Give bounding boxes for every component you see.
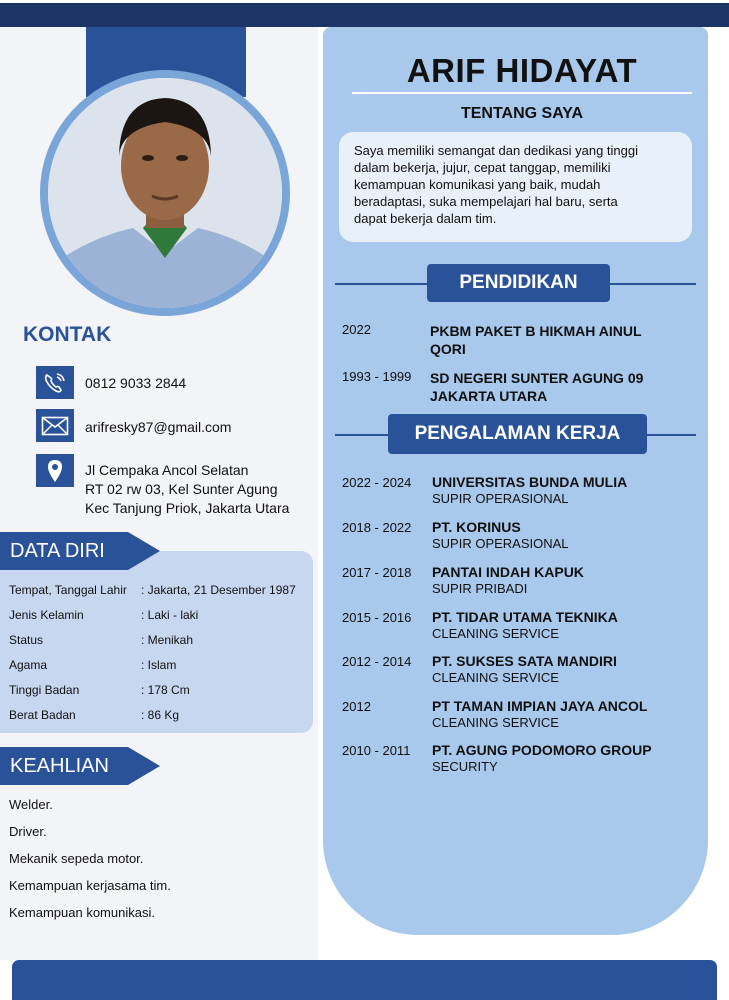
skill-item: Kemampuan komunikasi. [9, 905, 155, 920]
experience-heading: PENGALAMAN KERJA [388, 414, 647, 454]
school-line: QORI [430, 341, 466, 357]
field-value: : Laki - laki [141, 608, 199, 622]
about-title: TENTANG SAYA [460, 105, 584, 122]
experience-year: 2012 - 2014 [342, 654, 412, 669]
experience-role: SUPIR OPERASIONAL [432, 491, 569, 506]
phone-icon [36, 366, 74, 399]
field-value: : Jakarta, 21 Desember 1987 [141, 583, 296, 597]
experience-role: SECURITY [432, 759, 498, 774]
skill-item: Mekanik sepeda motor. [9, 851, 144, 866]
about-text [339, 132, 692, 242]
experience-year: 2018 - 2022 [342, 520, 412, 535]
about-line: beradaptasi, suka mempelajari hal baru, serta [354, 194, 618, 209]
field-label: Jenis Kelamin [9, 608, 84, 622]
address [85, 461, 289, 518]
about-line: Saya memiliki semangat dan dedikasi yang tinggi [354, 143, 638, 158]
school-line: PKBM PAKET B HIKMAH AINUL [430, 323, 642, 339]
about-line: kemampuan komunikasi yang baik, mudah [354, 177, 601, 192]
experience-year: 2022 - 2024 [342, 475, 412, 490]
field-value: : Menikah [141, 633, 194, 647]
experience-company: PANTAI INDAH KAPUK [432, 564, 584, 580]
experience-role: SUPIR PRIBADI [432, 581, 528, 596]
skills-heading: KEAHLIAN [0, 747, 128, 785]
skill-item: Kemampuan kerjasama tim. [9, 878, 171, 893]
experience-role: CLEANING SERVICE [432, 715, 559, 730]
top-bar [0, 3, 729, 27]
personal-data-heading: DATA DIRI [0, 532, 128, 570]
field-label: Tinggi Badan [9, 683, 80, 697]
field-label: Berat Badan [9, 708, 76, 722]
field-label: Tempat, Tanggal Lahir [9, 583, 127, 597]
education-year: 1993 - 1999 [342, 369, 412, 384]
experience-company: PT TAMAN IMPIAN JAYA ANCOL [432, 698, 648, 714]
mail-icon [36, 409, 74, 442]
field-value: : Islam [141, 658, 177, 672]
about-line: dapat bekerja dalam tim. [354, 211, 497, 226]
experience-company: UNIVERSITAS BUNDA MULIA [432, 474, 628, 490]
phone-number: 0812 9033 2844 [85, 375, 187, 391]
school-line: SD NEGERI SUNTER AGUNG 09 [430, 370, 644, 386]
field-label: Agama [9, 658, 48, 672]
field-value: : 178 Cm [141, 683, 190, 697]
education-school [430, 322, 670, 358]
experience-role: CLEANING SERVICE [432, 670, 559, 685]
field-label: Status [9, 633, 44, 647]
experience-company: PT. AGUNG PODOMORO GROUP [432, 742, 652, 758]
skill-item: Welder. [9, 797, 53, 812]
email-address: arifresky87@gmail.com [85, 419, 232, 435]
bottom-bar [12, 960, 717, 1000]
experience-company: PT. SUKSES SATA MANDIRI [432, 653, 617, 669]
education-school [430, 369, 670, 405]
experience-year: 2017 - 2018 [342, 565, 412, 580]
school-line: JAKARTA UTARA [430, 388, 548, 404]
address-line: Jl Cempaka Ancol Selatan [85, 462, 249, 478]
profile-photo [48, 78, 282, 308]
location-pin-icon [36, 454, 74, 487]
address-line: RT 02 rw 03, Kel Sunter Agung [85, 481, 278, 497]
experience-company: PT. KORINUS [432, 519, 521, 535]
address-line: Kec Tanjung Priok, Jakarta Utara [85, 500, 290, 516]
experience-year: 2015 - 2016 [342, 610, 412, 625]
skill-item: Driver. [9, 824, 47, 839]
person-name: ARIF HIDAYAT [406, 52, 638, 89]
experience-year: 2012 [342, 699, 371, 714]
experience-role: CLEANING SERVICE [432, 626, 559, 641]
about-line: dalam bekerja, jujur, cepat tanggap, memiliki [354, 160, 611, 175]
experience-role: SUPIR OPERASIONAL [432, 536, 569, 551]
field-value: : 86 Kg [141, 708, 180, 722]
education-year: 2022 [342, 322, 371, 337]
experience-year: 2010 - 2011 [342, 743, 411, 758]
education-heading: PENDIDIKAN [427, 264, 610, 302]
experience-company: PT. TIDAR UTAMA TEKNIKA [432, 609, 618, 625]
contact-heading: KONTAK [23, 323, 112, 346]
name-underline [352, 92, 692, 94]
